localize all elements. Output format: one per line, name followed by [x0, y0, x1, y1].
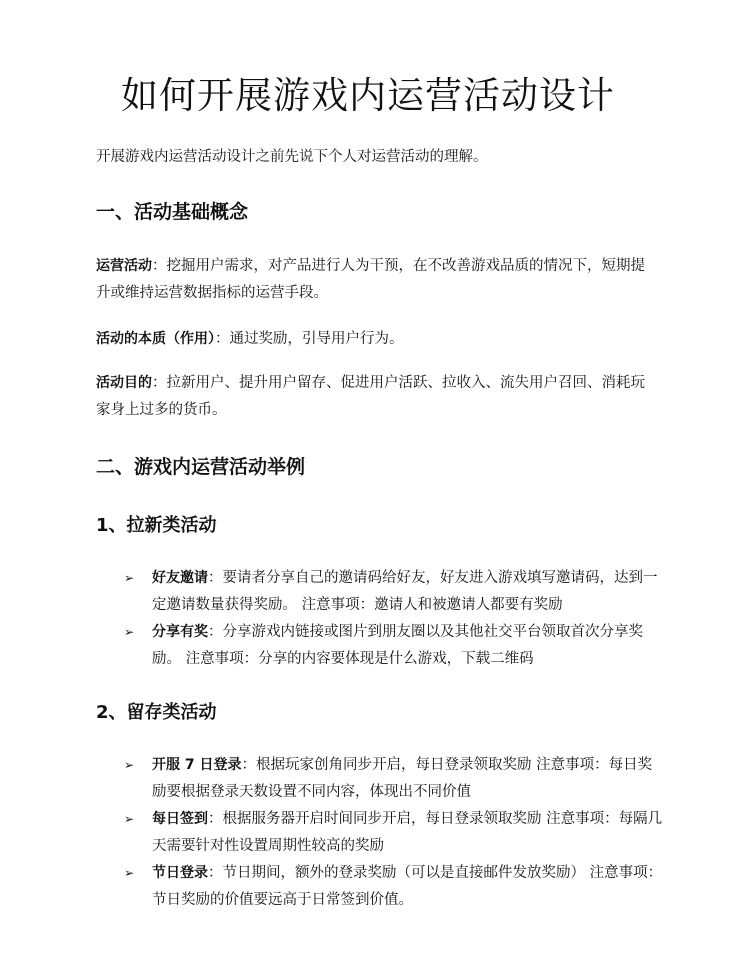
term-label: 活动的本质（作用）: [96, 331, 215, 347]
definition-activity-purpose: [96, 370, 656, 424]
subsection-heading-acquisition: 1、拉新类活动: [96, 515, 217, 536]
list-item-holiday-login: [124, 860, 664, 914]
item-text: ：根据服务器开启时间同步开启，每日登录领取奖励 注意事项：每隔几天需要针对性设置周期性较高的奖励: [152, 811, 663, 854]
bullet-arrow-icon: ➢: [124, 758, 135, 772]
subsection-heading-retention: 2、留存类活动: [96, 702, 217, 723]
definition-activity-essence: [96, 326, 656, 353]
item-label: 每日签到: [152, 811, 208, 827]
section-heading-examples: 二、游戏内运营活动举例: [96, 456, 306, 478]
item-text: ：要请者分享自己的邀请码给好友，好友进入游戏填写邀请码，达到一定邀请数量获得奖励。 注意事项：邀请人和被邀请人都要有奖励: [152, 570, 658, 613]
term-label: 运营活动: [96, 258, 152, 274]
bullet-arrow-icon: ➢: [124, 866, 135, 880]
list-item-7-day-login: [124, 752, 664, 806]
page-title: 如何开展游戏内运营活动设计: [121, 74, 615, 117]
bullet-arrow-icon: ➢: [124, 571, 135, 585]
bullet-arrow-icon: ➢: [124, 812, 135, 826]
list-item-share-reward: [124, 619, 664, 673]
item-label: 开服 7 日登录: [152, 757, 242, 773]
item-label: 好友邀请: [152, 570, 208, 586]
list-item-friend-invite: [124, 565, 664, 619]
intro-paragraph: 开展游戏内运营活动设计之前先说下个人对运营活动的理解。: [96, 149, 488, 165]
item-text: ：节日期间，额外的登录奖励（可以是直接邮件发放奖励） 注意事项：节日奖励的价值要远高于日常签到价值。: [152, 865, 663, 908]
item-text: ：分享游戏内链接或图片到朋友圈以及其他社交平台领取首次分享奖励。 注意事项：分享的内容要体现是什么游戏，下载二维码: [152, 624, 643, 667]
term-text: ：挖掘用户需求，对产品进行人为干预，在不改善游戏品质的情况下，短期提 升或维持运营数据指标的运营手段。: [96, 258, 645, 301]
term-text: ：拉新用户、提升用户留存、促进用户活跃、拉收入、流失用户召回、消耗玩家身上过多的货币。: [96, 375, 645, 418]
term-text: ：通过奖励，引导用户行为。: [215, 331, 404, 347]
item-label: 分享有奖: [152, 624, 208, 640]
definition-operation-activity: [96, 253, 656, 307]
bullet-arrow-icon: ➢: [124, 625, 135, 639]
section-heading-basic-concepts: 一、活动基础概念: [96, 201, 249, 223]
list-item-daily-checkin: [124, 806, 664, 860]
term-label: 活动目的: [96, 375, 152, 391]
item-text: ：根据玩家创角同步开启，每日登录领取奖励 注意事项：每日奖励要根据登录天数设置不同内容，体现出不同价值: [152, 757, 653, 800]
item-label: 节日登录: [152, 865, 208, 881]
